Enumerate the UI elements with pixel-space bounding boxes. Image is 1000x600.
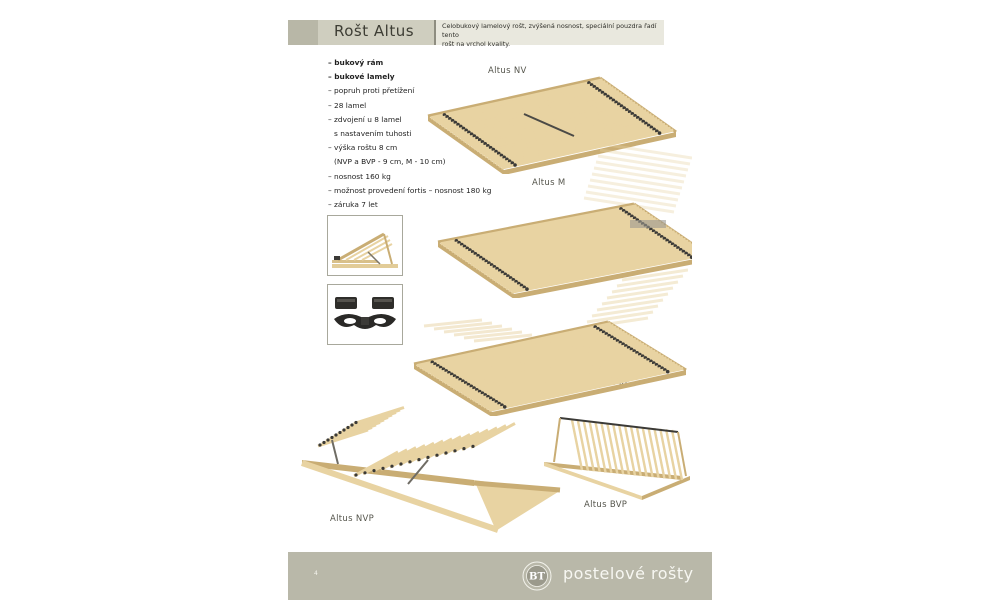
feature-item: s nastavením tuhosti (334, 129, 412, 139)
product-description (442, 22, 662, 49)
feature-item: – bukový rám (328, 58, 384, 67)
footer-brand-text: postelové rošty (563, 564, 694, 583)
feature-item: – 28 lamel (328, 100, 367, 110)
page-number: 4 (314, 570, 318, 577)
company-logo (522, 561, 552, 591)
feature-item: – výška roštu 8 cm (328, 143, 398, 153)
label-altus-m: Altus M (532, 178, 566, 188)
label-altus-nvp: Altus NVP (330, 514, 375, 524)
description-line-1: Celobukový lamelový rošt, zvýšená nosnost, speciální pouzdra řadí tento (442, 22, 657, 39)
feature-item: (NVP a BVP - 9 cm, M - 10 cm) (334, 157, 446, 167)
bed-frame-altus-bvp (542, 414, 694, 500)
lifted-frame-illustration (328, 216, 402, 275)
feature-item: – bukové lamely (328, 72, 395, 82)
bed-frame-altus-kf (412, 258, 688, 416)
page-title: Rošt Altus (334, 22, 415, 40)
thumbnail-slat-holders (327, 284, 403, 345)
catalog-page (288, 0, 712, 600)
label-altus-bvp: Altus BVP (584, 500, 628, 510)
logo-text: BT (529, 571, 545, 583)
feature-item: – popruh proti přetížení (328, 86, 415, 96)
slat-holder-illustration (328, 285, 402, 344)
feature-item: – nosnost 160 kg (328, 171, 391, 181)
description-line-2: rošt na vrchol kvality. (442, 40, 511, 48)
feature-item: – záruka 7 let (328, 200, 378, 210)
feature-item: – možnost provedení fortis – nosnost 180 kg (328, 185, 492, 195)
thumbnail-lifted-frame (327, 215, 403, 276)
bed-frame-altus-nvp (298, 400, 564, 536)
feature-item: – zdvojení u 8 lamel (328, 114, 402, 124)
label-altus-nv: Altus NV (488, 66, 527, 76)
